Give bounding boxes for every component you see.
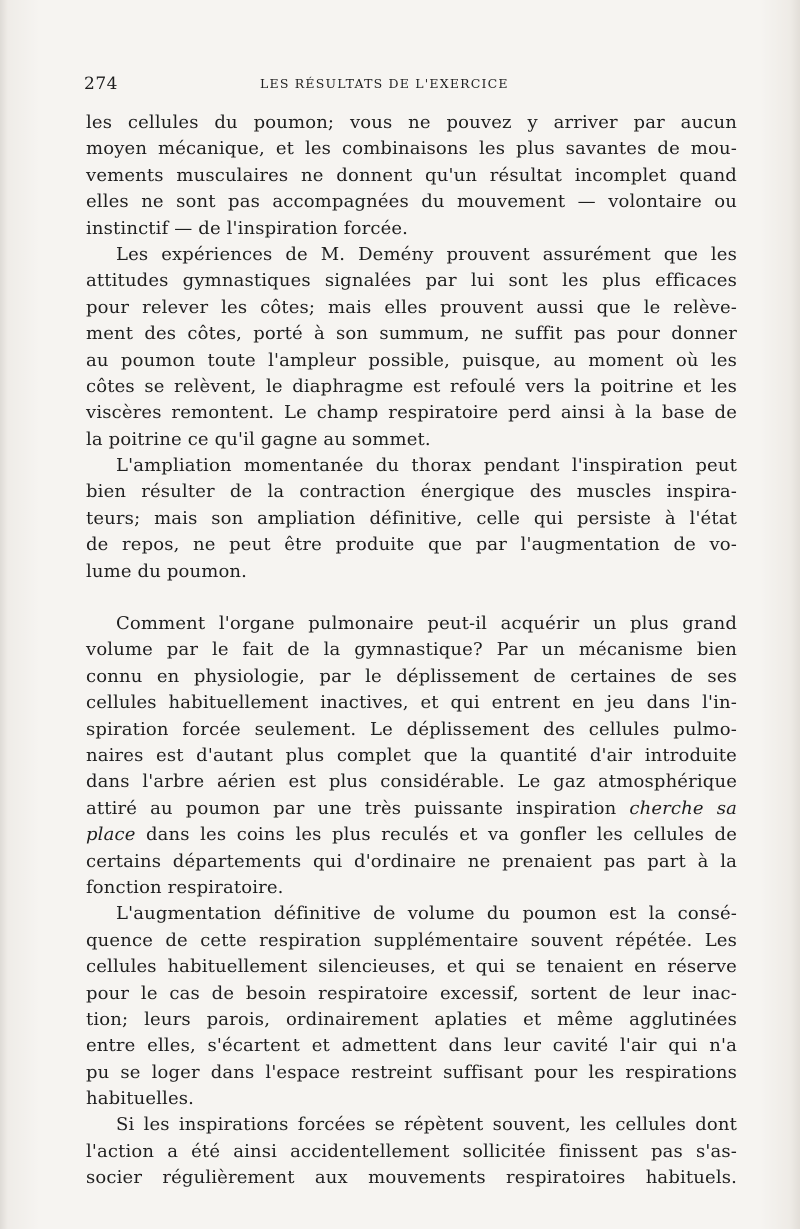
text-line: volume par le fait de la gymnastique? Par un mécanisme bien [86,639,737,661]
text-line: cellules habituellement inactives, et qui entrent en jeu dans l'in- [86,692,737,714]
text-line: de repos, ne peut être produite que par l'augmentation de vo- [86,534,737,556]
page-body [86,110,737,1192]
text-line: côtes se relèvent, le diaphragme est refoulé vers la poitrine et les [86,375,737,397]
text-line: dans l'arbre aérien est plus considérable. Le gaz atmosphérique [86,771,737,793]
page-header [84,74,738,98]
text-line: spiration forcée seulement. Le déplissement des cellules pulmo- [86,718,737,740]
text-line: attitudes gymnastiques signalées par lui sont les plus efficaces [86,270,737,292]
text-line: viscères remontent. Le champ respiratoire perd ainsi à la base de [86,402,737,424]
italic-text: place [86,824,136,846]
text-line: L'ampliation momentanée du thorax pendant l'inspiration peut [116,455,737,477]
text-line: entre elles, s'écartent et admettent dans leur cavité l'air qui n'a [86,1035,737,1057]
text-line: pour relever les côtes; mais elles prouvent aussi que le relève- [86,296,737,318]
text-line: quence de cette respiration supplémentaire souvent répétée. Les [86,929,737,951]
text-line: L'augmentation définitive de volume du poumon est la consé- [116,903,737,925]
paragraph-4 [86,611,737,901]
text-line: pu se loger dans l'espace restreint suffisant pour les respirations [86,1061,737,1083]
text-line: vements musculaires ne donnent qu'un résultat incomplet quand [86,164,737,186]
text-line: au poumon toute l'ampleur possible, puisque, au moment où les [86,349,737,371]
text-line: Les expériences de M. Demény prouvent assurément que les [116,243,737,265]
paragraph-1 [86,110,737,242]
italic-text: cherche sa [629,797,737,819]
running-head: LES RÉSULTATS DE L'EXERCICE [260,76,509,91]
text-line [86,822,737,848]
paragraph-3 [86,453,737,585]
paragraph-5 [86,901,737,1112]
text-line: la poitrine ce qu'il gagne au sommet. [86,428,431,450]
text-line: l'action a été ainsi accidentellement sollicitée finissent pas s'as- [86,1140,737,1162]
paragraph-6 [86,1112,737,1191]
text-line: pour le cas de besoin respiratoire excessif, sortent de leur inac- [86,982,737,1004]
text-line: cellules habituellement silencieuses, et qui se tenaient en réserve [86,956,737,978]
text-line: elles ne sont pas accompagnées du mouvement — volontaire ou [86,191,737,213]
text-line: les cellules du poumon; vous ne pouvez y arriver par aucun [86,112,737,133]
text-line [86,796,737,822]
text-line: fonction respiratoire. [86,876,284,898]
text-line: tion; leurs parois, ordinairement aplaties et même agglutinées [86,1008,737,1030]
text-line: moyen mécanique, et les combinaisons les plus savantes de mou- [86,138,737,160]
paragraph-gap [86,585,737,611]
text-line: lume du poumon. [86,560,248,582]
paragraph-2 [86,242,737,453]
page-number: 274 [84,74,118,94]
text-line: teurs; mais son ampliation définitive, celle qui persiste à l'état [86,507,737,529]
text-line: Comment l'organe pulmonaire peut-il acquérir un plus grand [116,613,737,635]
text-line: instinctif — de l'inspiration forcée. [86,217,409,239]
text-line: certains départements qui d'ordinaire ne prenaient pas part à la [86,850,737,872]
text-line: bien résulter de la contraction énergique des muscles inspira- [86,481,737,503]
text-segment: dans les coins les plus reculés et va gonfler les cellules de [135,824,737,846]
text-line: connu en physiologie, par le déplissement de certaines de ses [86,665,737,687]
text-segment: attiré au poumon par une très puissante inspiration [86,797,630,819]
text-line: Si les inspirations forcées se répètent souvent, les cellules dont [116,1114,737,1136]
text-line: habituelles. [86,1088,195,1110]
text-line: naires est d'autant plus complet que la quantité d'air introduite [86,744,737,766]
text-line: ment des côtes, porté à son summum, ne suffit pas pour donner [86,323,737,345]
text-line: socier régulièrement aux mouvements respiratoires habituels. [86,1167,737,1189]
